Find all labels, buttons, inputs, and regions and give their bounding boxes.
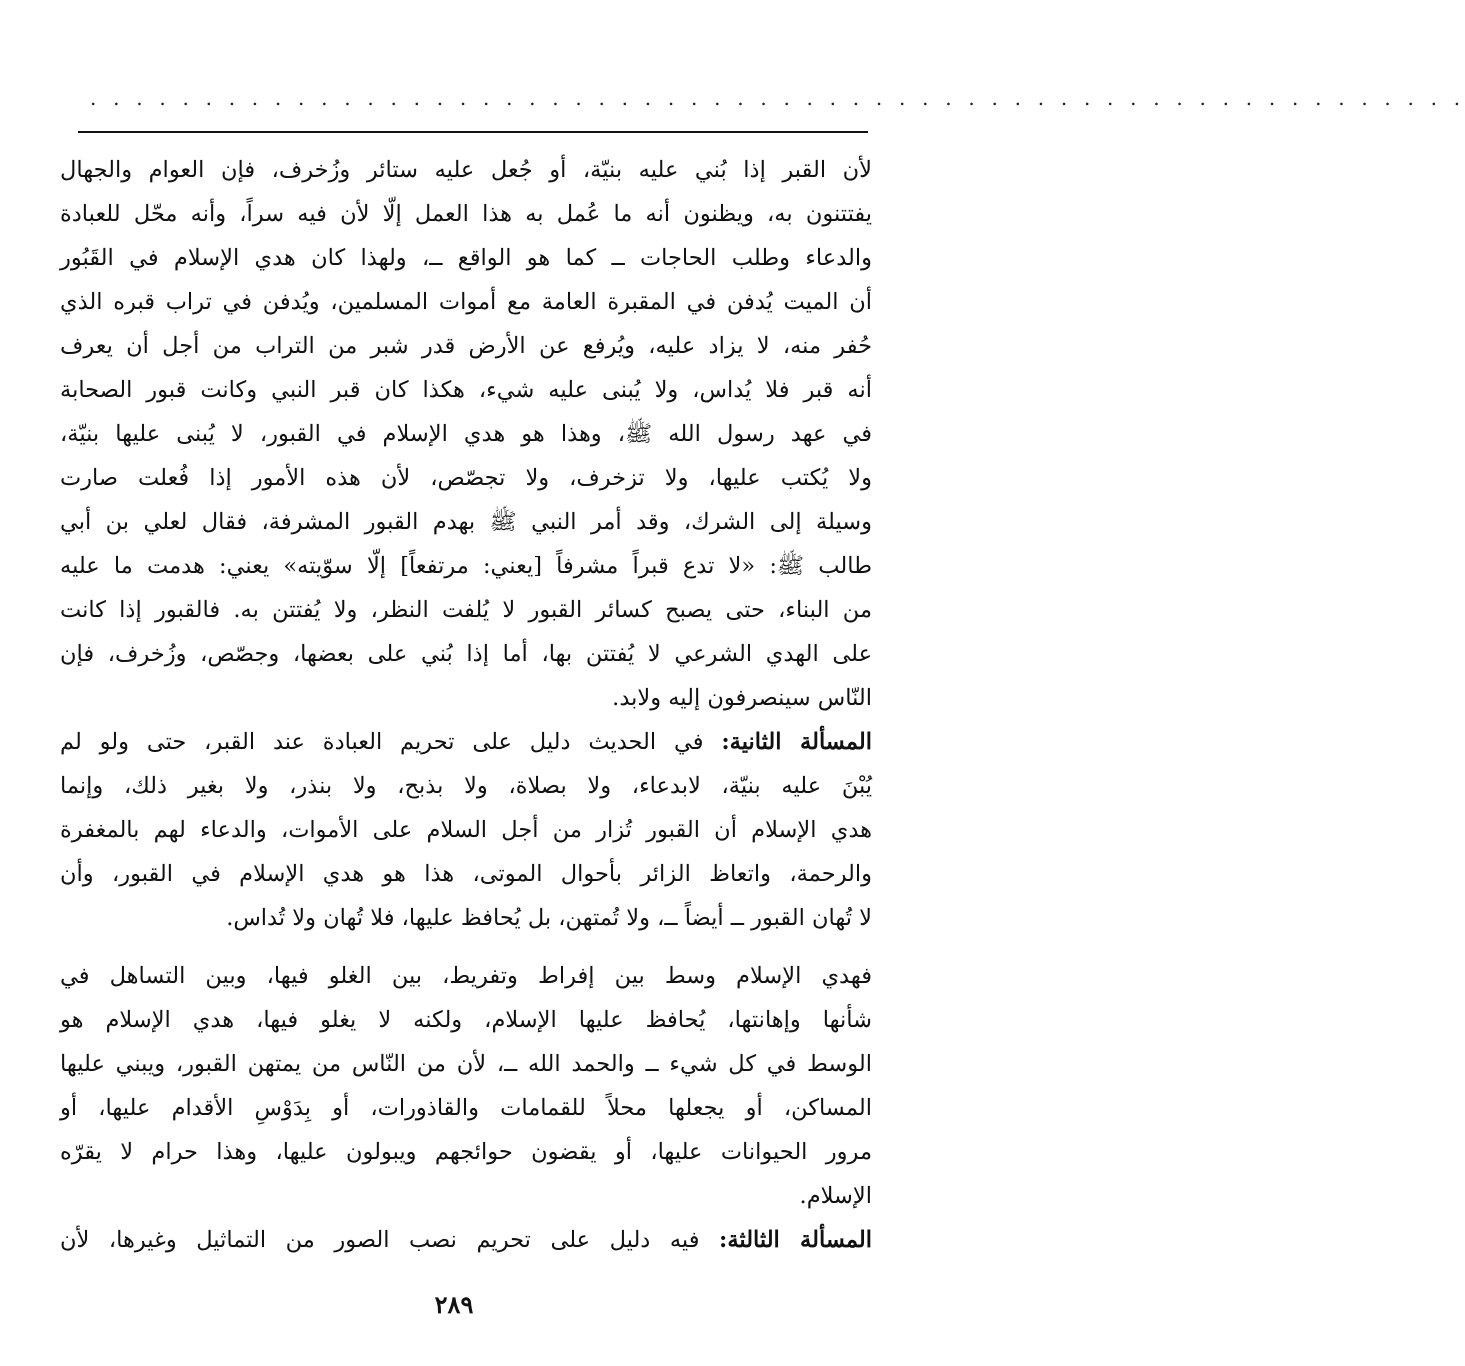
text-line: على الهدي الشرعي لا يُفتتن بها، أما إذا بُني على بعضها، وجصّص، وزُخرف، فإن (60, 641, 872, 667)
paragraph-2 (60, 720, 872, 940)
text-line: هدي الإسلام أن القبور تُزار من أجل السلام على الأموات، والدعاء لهم بالمغفرة (60, 817, 872, 843)
paragraph-4 (60, 1218, 872, 1262)
text-line: الإسلام. (799, 1183, 872, 1209)
text-line: والرحمة، واتعاظ الزائر بأحوال الموتى، هذا هو هدي الإسلام في القبور، وأن (60, 861, 872, 887)
text-line: في عهد رسول الله ﷺ، وهذا هو هدي الإسلام في القبور، لا يُبنى عليها بنيّة، (60, 421, 872, 447)
header-rule (78, 131, 868, 133)
text-line: النّاس سينصرفون إليه ولابد. (612, 685, 872, 711)
text-line: أنه قبر فلا يُداس، ولا يُبنى عليه شيء، هكذا كان قبر النبي وكانت قبور الصحابة (60, 377, 872, 403)
text-line: يُبْنَ عليه بنيّة، لابدعاء، ولا بصلاة، ولا بذبح، ولا بنذر، ولا بغير ذلك، وإنما (60, 773, 872, 799)
text-line: الوسط في كل شيء ــ والحمد الله ــ، لأن من النّاس من يمتهن القبور، ويبني عليها (60, 1051, 872, 1077)
text-line (60, 720, 872, 764)
paragraph-3 (60, 954, 872, 1218)
text-line: حُفر منه، لا يزاد عليه، ويُرفع عن الأرض قدر شبر من التراب من أجل أن يعرف (60, 333, 872, 359)
heading-line-text: فيه دليل على تحريم نصب الصور من التماثيل وغيرها، لأن (60, 1227, 700, 1253)
section-heading: المسألة الثانية: (721, 729, 872, 755)
text-line: أن الميت يُدفن في المقبرة العامة مع أموات المسلمين، ويُدفن في تراب قبره الذي (60, 289, 872, 315)
paragraph-gap (60, 940, 872, 954)
page-number: ٢٨٩ (434, 1290, 474, 1319)
text-line: وسيلة إلى الشرك، وقد أمر النبي ﷺ بهدم القبور المشرفة، فقال لعلي بن أبي (60, 509, 872, 535)
text-line: من البناء، حتى يصبح كسائر القبور لا يُلفت النظر، ولا يُفتتن به. فالقبور إذا كانت (60, 597, 872, 623)
page-body (60, 148, 872, 1262)
text-line: والدعاء وطلب الحاجات ــ كما هو الواقع ــ، ولهذا كان هدي الإسلام في القَبُور (60, 245, 872, 271)
text-line: ولا يُكتب عليها، ولا تزخرف، ولا تجصّص، لأن هذه الأمور إذا فُعلت صارت (60, 465, 872, 491)
text-line: فهدي الإسلام وسط بين إفراط وتفريط، بين الغلو فيها، وبين التساهل في (60, 963, 872, 989)
paragraph-1 (60, 148, 872, 720)
section-heading: المسألة الثالثة: (719, 1227, 873, 1253)
text-line: شأنها وإهانتها، يُحافظ عليها الإسلام، ولكنه لا يغلو فيها، هدي الإسلام هو (60, 1007, 872, 1033)
text-line: طالب ﷺ: «لا تدع قبراً مشرفاً [يعني: مرتفعاً] إلّا سوّيته» يعني: هدمت ما عليه (60, 553, 872, 579)
text-line: المساكن، أو يجعلها محلاً للقمامات والقاذورات، أو بِدَوْسِ الأقدام عليها، أو (60, 1095, 872, 1121)
header-dots: . . . . . . . . . . . . . . . . . . . . . . . . . . . . . . . . . . . . . . . . . . . . . . . . . . . . . . . . . . . . (90, 86, 1465, 110)
text-line: لأن القبر إذا بُني عليه بنيّة، أو جُعل عليه ستائر وزُخرف، فإن العوام والجهال (60, 157, 872, 183)
text-line (60, 1218, 872, 1262)
text-line: مرور الحيوانات عليها، أو يقضون حوائجهم ويبولون عليها، وهذا حرام لا يقرّه (60, 1139, 872, 1165)
text-line: لا تُهان القبور ــ أيضاً ــ، ولا تُمتهن، بل يُحافظ عليها، فلا تُهان ولا تُداس. (226, 905, 872, 931)
text-line: يفتتنون به، ويظنون أنه ما عُمل به هذا العمل إلّا لأن فيه سراً، وأنه محّل للعبادة (60, 201, 872, 227)
heading-line-text: في الحديث دليل على تحريم العبادة عند القبر، حتى ولو لم (60, 729, 704, 755)
